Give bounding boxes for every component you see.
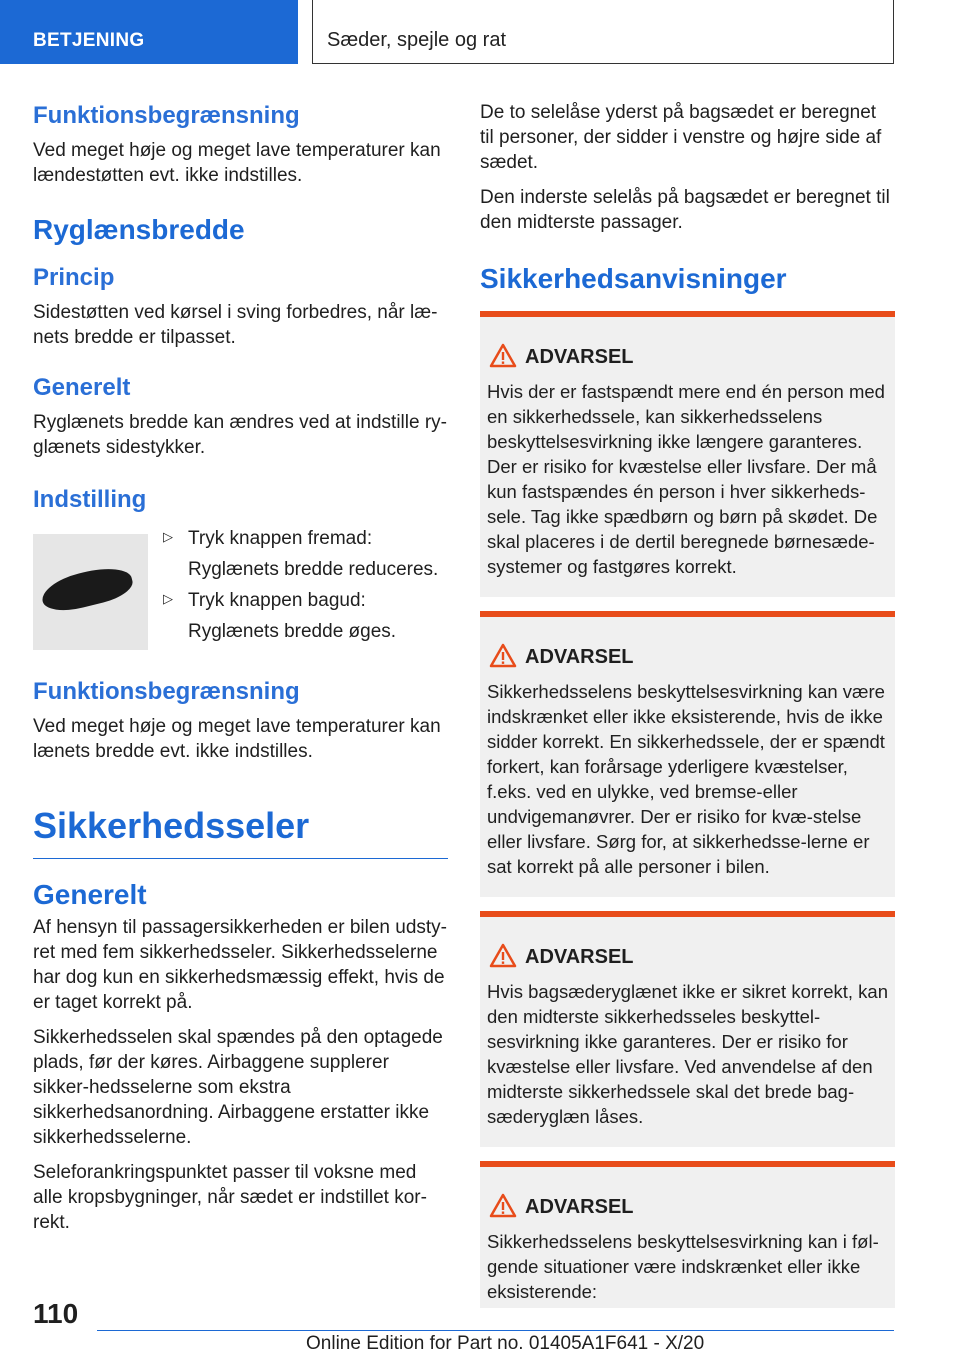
- warning-triangle-icon: [489, 343, 517, 368]
- page-number: 110: [33, 1298, 79, 1329]
- heading-sikkerhedsanvisninger: Sikkerhedsanvisninger: [480, 263, 787, 294]
- warning-text: Hvis der er fastspændt mere end én person med en sikkerhedssele, kan sikkerhedsselens beskyttelsesvirkning ikke længere garanteres. Der er risiko for kvæstelse eller livsfare. Der må kun fastspændes én person i hver sikkerheds-sele. Tag ikke spædbørn og børn på skødet. De skal placeres i de dertil beregnede børnesæde-systemer og fastgøres korrekt.: [487, 381, 885, 577]
- paragraph-outer-buckles: De to selelåse yderst på bagsædet er beregnet til personer, der sidder i venstre og højre side af sædet.: [480, 102, 882, 173]
- paragraph-generelt-2c: Seleforankringspunktet passer til voksne med alle kropsbygninger, når sædet er indstillet kor-rekt.: [33, 1162, 427, 1233]
- warning-label: ADVARSEL: [525, 1196, 634, 1218]
- setting-action: Tryk knappen fremad:: [188, 528, 373, 549]
- warning-header: [487, 943, 889, 971]
- warning-triangle-icon: [489, 643, 517, 668]
- warning-box: [480, 611, 895, 897]
- heading-funktionsbegraensning-2: Funktionsbegrænsning: [33, 678, 300, 705]
- heading-sikkerhedsseler: Sikkerhedsseler: [33, 805, 310, 846]
- edition-text: Online Edition for Part no. 01405A1F641 - X/20: [306, 1333, 705, 1354]
- setting-action: Tryk knappen bagud:: [188, 590, 366, 611]
- heading-rule: [33, 858, 448, 859]
- paragraph-generelt-2b: Sikkerhedsselen skal spændes på den optagede plads, før der køres. Airbaggene supplerer sikker-hedsselerne som ekstra sikkerhedsanordning. Airbaggene erstatter ikke sikkerhedsselerne.: [33, 1027, 443, 1148]
- paragraph-princip: Sidestøtten ved kørsel i sving forbedres, når læ-nets bredde er tilpasset.: [33, 302, 438, 348]
- heading-indstilling: Indstilling: [33, 486, 147, 513]
- warning-text: Hvis bagsæderyglænet ikke er sikret korrekt, kan den midterste sikkerhedsseles beskyttel-sesvirkning ikke garanteres. Der er risiko for kvæstelse eller livsfare. Ved anvendelse af den midterste sikkerhedssele skal det brede bag-sæderyglæn låses.: [487, 981, 888, 1127]
- chapter-tab: [312, 0, 894, 64]
- heading-funktionsbegraensning-1: Funktionsbegrænsning: [33, 102, 300, 129]
- setting-list: [163, 526, 453, 650]
- warning-label: ADVARSEL: [525, 946, 634, 968]
- warning-box: [480, 1161, 895, 1308]
- triangle-bullet-icon: ▷: [163, 591, 173, 606]
- warning-header: [487, 343, 889, 371]
- list-item: [163, 526, 453, 582]
- heading-princip: Princip: [33, 264, 115, 291]
- setting-block: [33, 526, 448, 676]
- triangle-bullet-icon: ▷: [163, 529, 173, 544]
- heading-ryglaensbredde: Ryglænsbredde: [33, 214, 245, 245]
- warning-text: Sikkerhedsselens beskyttelsesvirkning kan i føl-gende situationer være indskrænket eller ikke eksisterende:: [487, 1231, 879, 1302]
- paragraph-lumbar-limitation: Ved meget høje og meget lave temperaturer kan lændestøtten evt. ikke indstilles.: [33, 140, 441, 186]
- chapter-title: Sæder, spejle og rat: [327, 29, 506, 51]
- warning-header: [487, 1193, 889, 1221]
- paragraph-generelt-2a: Af hensyn til passagersikkerheden er bilen udsty-ret med fem sikkerhedsseler. Sikkerhedsselerne har dog kun en sikkerhedsmæssig effekt, hvis de er taget korrekt på.: [33, 917, 448, 1013]
- backrest-width-button: [38, 561, 135, 616]
- paragraph-inner-buckle: Den inderste selelås på bagsædet er beregnet til den midterste passager.: [480, 187, 890, 233]
- heading-generelt-1: Generelt: [33, 374, 131, 401]
- section-tab: [0, 0, 298, 64]
- warning-box: [480, 311, 895, 597]
- warning-header: [487, 643, 889, 671]
- warning-text: Sikkerhedsselens beskyttelsesvirkning kan være indskrænket eller ikke eksisterende, hvis de ikke sidder korrekt. En sikkerhedssele, der er spændt forkert, kan forårsage yderligere kvæstelser, f.eks. ved en ulykke, ved bremse-eller undvigemanøvrer. Der er risiko for kvæ-stelse eller livsfare. Sørg for, at sikkerhedsse-lerne er sat korrekt på alle personer i bilen.: [487, 681, 885, 877]
- setting-result: Ryglænets bredde øges.: [188, 621, 397, 642]
- section-title: BETJENING: [33, 30, 145, 51]
- warning-triangle-icon: [489, 943, 517, 968]
- width-button-photo: [33, 534, 148, 650]
- setting-result: Ryglænets bredde reduceres.: [188, 559, 439, 580]
- heading-generelt-2: Generelt: [33, 879, 147, 910]
- paragraph-generelt-1: Ryglænets bredde kan ændres ved at indstille ry-glænets sidestykker.: [33, 412, 447, 458]
- warning-box: [480, 911, 895, 1147]
- list-item: [163, 588, 453, 644]
- warning-label: ADVARSEL: [525, 346, 634, 368]
- left-column: [33, 100, 448, 1235]
- paragraph-width-limitation: Ved meget høje og meget lave temperaturer kan lænets bredde evt. ikke indstilles.: [33, 716, 441, 762]
- warning-triangle-icon: [489, 1193, 517, 1218]
- footer-rule: [97, 1330, 894, 1331]
- warning-label: ADVARSEL: [525, 646, 634, 668]
- right-column: [480, 100, 895, 1322]
